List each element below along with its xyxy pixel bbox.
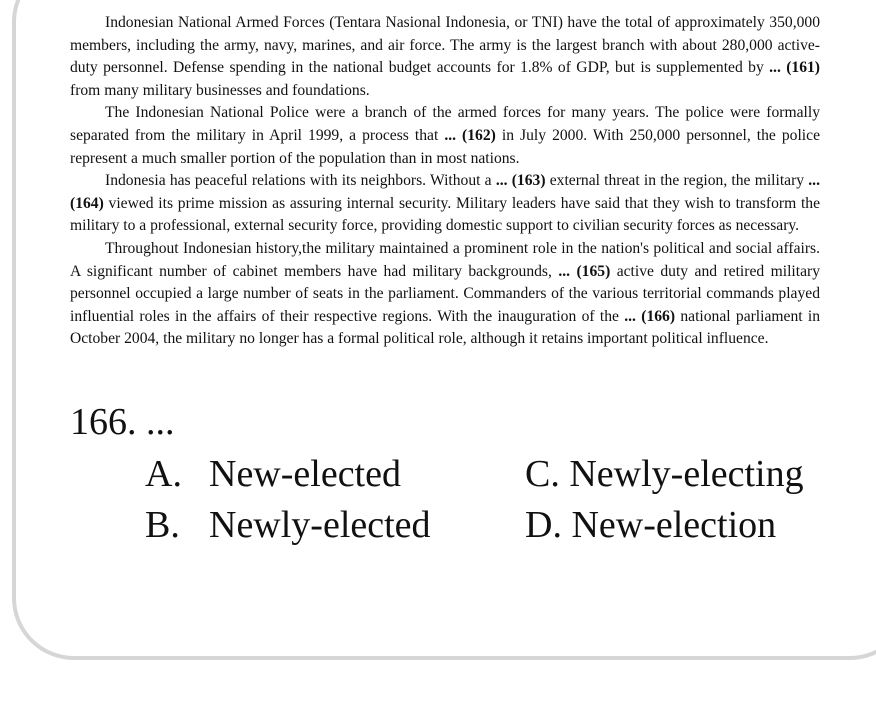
paragraph-2 (70, 102, 820, 170)
paragraph-4 (70, 238, 820, 351)
option-a[interactable] (145, 452, 401, 496)
blank-165: ... (165) (558, 262, 611, 280)
paragraph-text: active duty and retired military personnel occupied a large number of seats in the parliament. Commanders of the various territorial commands played influential roles in the affairs of their respective regions. With the inauguration of the (70, 262, 820, 325)
option-letter: A. (145, 453, 182, 495)
option-text: Newly-elected (209, 504, 431, 546)
paragraph-text: in July 2000. With 250,000 personnel, the police represent a much smaller portion of the population than in most nations. (70, 126, 820, 167)
question-label: 166. ... (70, 401, 175, 443)
option-text: Newly-electing (569, 453, 804, 495)
paragraph-text: Throughout Indonesian history,the military maintained a prominent role in the nation's political and social affairs. A significant number of cabinet members have had military backgrounds, (70, 239, 820, 280)
blank-164: ... (164) (70, 172, 820, 212)
paragraph-text: The Indonesian National Police were a branch of the armed forces for many years. The police were formally separated from the military in April 1999, a process that (70, 104, 820, 144)
paragraph-text: Indonesia has peaceful relations with its neighbors. Without a (105, 172, 496, 190)
option-letter: C. (525, 453, 560, 495)
option-text: New-election (571, 504, 777, 546)
blank-166: ... (166) (624, 307, 676, 325)
reading-passage (70, 12, 820, 351)
option-c[interactable] (525, 452, 804, 496)
paragraph-3 (70, 170, 820, 238)
option-letter: B. (145, 504, 180, 546)
paragraph-text: from many military businesses and foundations. (70, 81, 370, 99)
paragraph-text: viewed its prime mission as assuring internal security. Military leaders have said that they wish to transform the military to a professional, external security force, providing domestic support to civilian security forces as necessary. (70, 194, 820, 235)
option-text: New-elected (209, 453, 401, 495)
option-d[interactable] (525, 503, 776, 547)
blank-163: ... (163) (495, 172, 546, 190)
option-b[interactable] (145, 503, 431, 547)
paragraph-1 (70, 12, 820, 102)
paragraph-text: national parliament in October 2004, the military no longer has a formal political role, although it retains important political influence. (70, 307, 821, 348)
option-letter: D. (525, 504, 562, 546)
paragraph-text: external threat in the region, the military (545, 172, 809, 190)
blank-161: ... (161) (769, 59, 820, 77)
blank-162: ... (162) (444, 126, 496, 144)
paragraph-text: Indonesian National Armed Forces (Tentara Nasional Indonesia, or TNI) have the total of approximately 350,000 members, including the army, navy, marines, and air force. The army is the largest branch with about 280,000 active-duty personnel. Defense spending in the national budget accounts for 1.8% of GDP, but is supplemented by (70, 14, 820, 77)
